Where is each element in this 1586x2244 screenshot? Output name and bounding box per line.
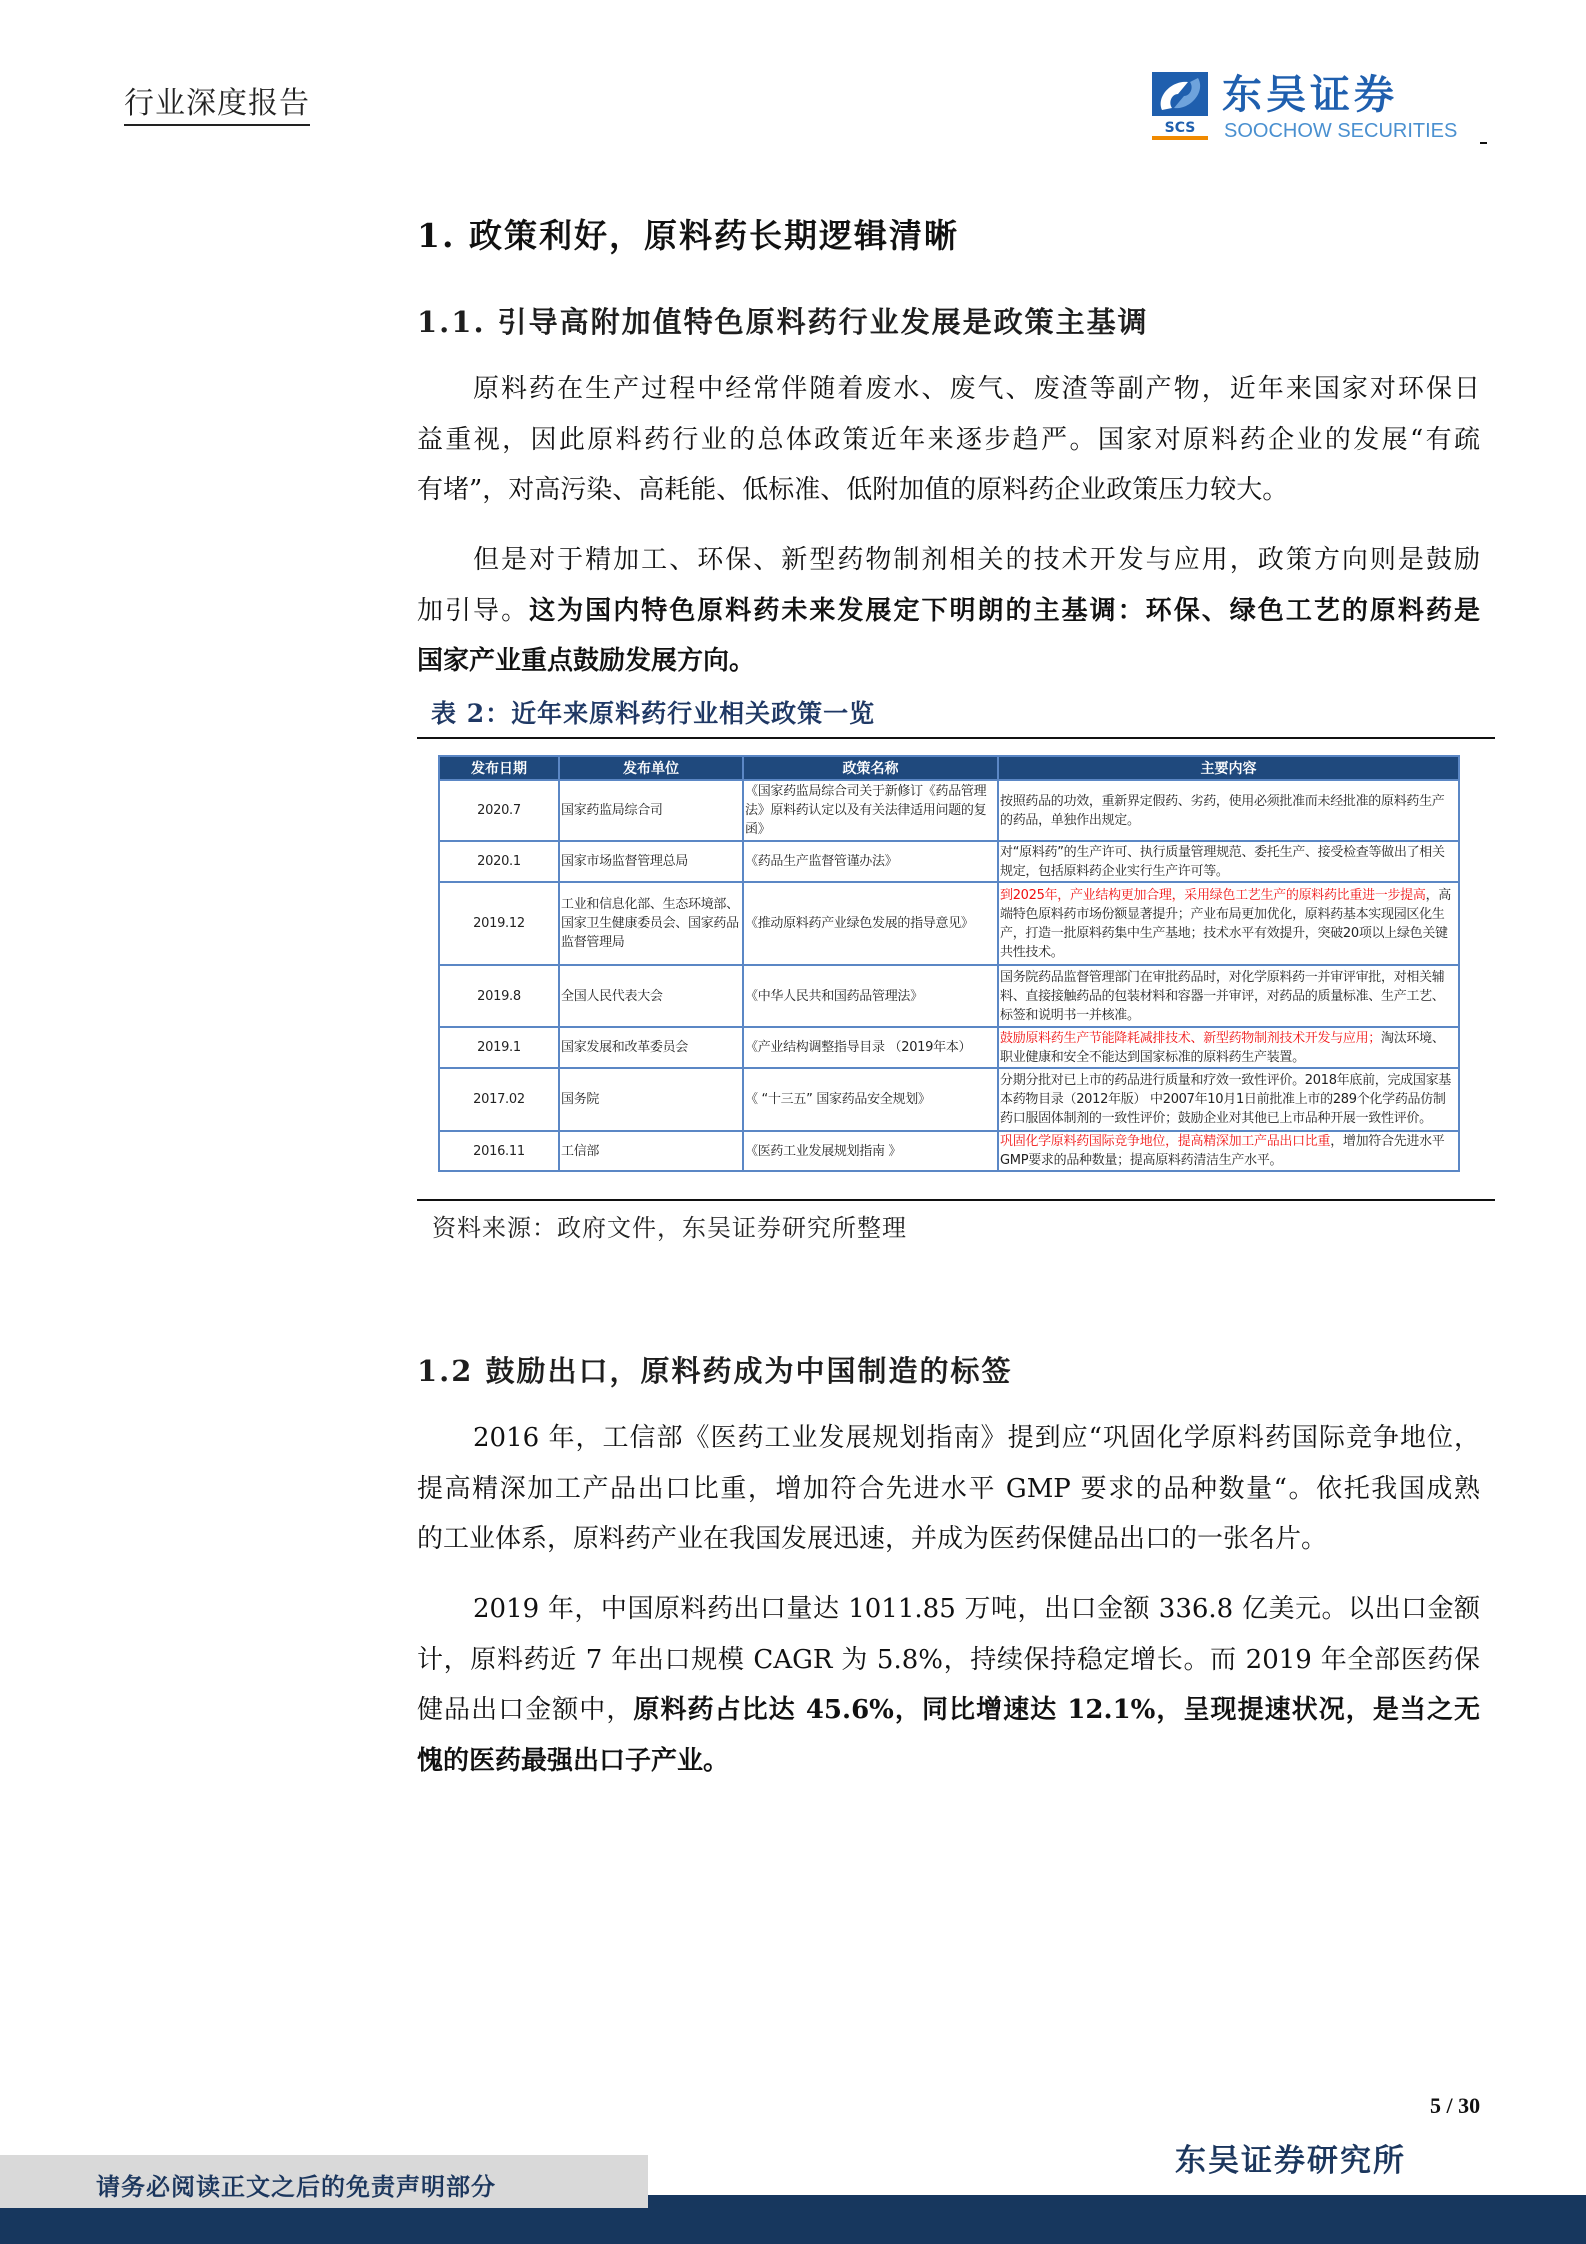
- table-row: [439, 841, 1459, 882]
- table-header-row: [439, 756, 1459, 780]
- header-content: 主要内容: [998, 756, 1459, 780]
- disclaimer-text: 请务必阅读正文之后的免责声明部分: [96, 2172, 496, 2201]
- logo-mark-icon: [1152, 72, 1208, 140]
- header-policy: 政策名称: [743, 756, 998, 780]
- content-text: 分期分批对已上市的药品进行质量和疗效一致性评价。2018年底前，完成国家基本药物目录（2012年版） 中2007年10月1日前批准上市的289个化学药品仿制药口服固体制剂的一致性评价；鼓励企业对其他已上市品种开展一致性评价。: [1000, 1073, 1451, 1126]
- table-row: [439, 882, 1459, 965]
- content-text: 按照药品的功效，重新界定假药、劣药，使用必须批准而未经批准的原料药生产的药品，单独作出规定。: [1000, 793, 1445, 828]
- section-1-1-heading: 1.1. 引导高附加值特色原料药行业发展是政策主基调: [417, 305, 1149, 339]
- institute-name: 东吴证券研究所: [1175, 2143, 1406, 2179]
- cell-content: [998, 841, 1459, 882]
- cell-content: [998, 965, 1459, 1027]
- cell-date: 2019.12: [439, 882, 559, 965]
- text-line: 2016 年，工信部《医药工业发展规划指南》提到应“巩固化学原料药国际竞争地位，: [473, 1423, 1480, 1453]
- text-line: [417, 586, 1480, 637]
- bold-text: 国家产业重点鼓励发展方向。: [417, 646, 756, 676]
- footer-band: [648, 2195, 1586, 2244]
- cell-org: 工信部: [559, 1131, 743, 1171]
- cell-policy: 《医药工业发展规划指南 》: [743, 1131, 998, 1171]
- highlight-text: 到2025年，产业结构更加合理，采用绿色工艺生产的原料药比重进一步提高: [1000, 887, 1426, 903]
- section-1-heading: 1. 政策利好，原料药长期逻辑清晰: [417, 216, 959, 255]
- content-text: 淘汰环境、职业健康和安全不能达到国家标准的原料药生产装置。: [1000, 1030, 1445, 1065]
- cell-date: 2020.7: [439, 780, 559, 841]
- text-line: [417, 1685, 1480, 1736]
- cell-date: 2017.02: [439, 1068, 559, 1131]
- page-number: 5 / 30: [1430, 2093, 1481, 2118]
- logo-en-text: SOOCHOW SECURITIES: [1224, 120, 1458, 142]
- text-line: 计，原料药近 7 年出口规模 CAGR 为 5.8%，持续保持稳定增长。而 2019 年全部医药保: [417, 1644, 1480, 1675]
- content-text: 国务院药品监督管理部门在审批药品时，对化学原料药一并审评审批，对相关辅料、直接接触药品的包装材料和容器一并审评，对药品的质量标准、生产工艺、标签和说明书一并核准。: [1000, 969, 1445, 1023]
- cell-org: 全国人民代表大会: [559, 965, 743, 1027]
- soochow-securities-logo: [1148, 70, 1488, 150]
- bold-text: 愧的医药最强出口子产业。: [417, 1745, 730, 1776]
- cell-date: 2019.8: [439, 965, 559, 1027]
- bold-text: 原料药占比达 45.6%，同比增速达 12.1%，呈现提速状况，是当之无: [633, 1695, 1480, 1725]
- paragraph-3: [417, 1413, 1480, 1565]
- cell-date: 2020.1: [439, 841, 559, 882]
- cell-policy: 《推动原料药产业绿色发展的指导意见》: [743, 882, 998, 965]
- cell-date: 2016.11: [439, 1131, 559, 1171]
- highlight-text: 巩固化学原料药国际竞争地位，提高精深加工产品出口比重: [1000, 1134, 1331, 1149]
- cell-org: 国家市场监督管理总局: [559, 841, 743, 882]
- cell-org: 国家药监局综合司: [559, 780, 743, 841]
- text-line: [417, 1736, 1480, 1787]
- text-span: 加引导。: [417, 595, 530, 626]
- text-line: [417, 636, 1480, 687]
- content-text: 对“原料药”的生产许可、执行质量管理规范、委托生产、接受检查等做出了相关规定，包括原料药企业实行生产许可等。: [1000, 844, 1445, 879]
- cell-date: 2019.1: [439, 1027, 559, 1068]
- header-date: 发布日期: [439, 756, 559, 780]
- table-row: [439, 1068, 1459, 1131]
- svg-text:SCS: SCS: [1164, 120, 1196, 136]
- cell-content: [998, 1068, 1459, 1131]
- text-line: 原料药在生产过程中经常伴随着废水、废气、废渣等副产物，近年来国家对环保日: [473, 374, 1480, 404]
- paragraph-1: [417, 364, 1480, 516]
- text-line: 的工业体系，原料药产业在我国发展迅速，并成为医药保健品出口的一张名片。: [417, 1524, 1328, 1554]
- content-text: ，高端特色原料药市场份额显著提升；产业布局更加优化，原料药基本实现园区化生产，打造一批原料药集中生产基地；技术水平有效提升，突破20项以上绿色关键共性技术。: [1000, 887, 1451, 960]
- table-row: [439, 1027, 1459, 1068]
- cell-policy: 《药品生产监督管谨办法》: [743, 841, 998, 882]
- header-org: 发布单位: [559, 756, 743, 780]
- paragraph-4: [417, 1584, 1480, 1786]
- text-span: 健品出口金额中，: [417, 1695, 634, 1725]
- cell-org: 工业和信息化部、生态环境部、国家卫生健康委员会、国家药品监督管理局: [559, 882, 743, 965]
- section-1-2-heading: 1.2 鼓励出口，原料药成为中国制造的标签: [417, 1354, 1013, 1388]
- cell-content: [998, 1131, 1459, 1171]
- text-line: 提高精深加工产品出口比重，增加符合先进水平 GMP 要求的品种数量“。依托我国成熟: [417, 1473, 1480, 1504]
- report-type-header: 行业深度报告: [124, 78, 310, 126]
- text-line: 但是对于精加工、环保、新型药物制剂相关的技术开发与应用，政策方向则是鼓励: [473, 545, 1480, 575]
- table-row: [439, 780, 1459, 841]
- cell-policy: 《产业结构调整指导目录 （2019年本）: [743, 1027, 998, 1068]
- cell-content: [998, 780, 1459, 841]
- cell-policy: 《中华人民共和国药品管理法》: [743, 965, 998, 1027]
- policy-table: [438, 755, 1460, 1172]
- table-top-rule: [417, 737, 1495, 739]
- table-bottom-rule: [417, 1199, 1495, 1201]
- bold-text: 这为国内特色原料药未来发展定下明朗的主基调：环保、绿色工艺的原料药是: [529, 595, 1480, 626]
- cell-org: 国家发展和改革委员会: [559, 1027, 743, 1068]
- paragraph-2: [417, 535, 1480, 687]
- text-line: 益重视，因此原料药行业的总体政策近年来逐步趋严。国家对原料药企业的发展“有疏: [417, 424, 1480, 455]
- footer-band: [0, 2208, 648, 2244]
- table-row: [439, 965, 1459, 1027]
- cell-policy: 《 “十三五” 国家药品安全规划》: [743, 1068, 998, 1131]
- cell-content: [998, 1027, 1459, 1068]
- content-text: ，增加符合先进水平GMP要求的品种数量；提高原料药清洁生产水平。: [1000, 1134, 1445, 1168]
- table-caption: 表 2：近年来原料药行业相关政策一览: [431, 699, 876, 728]
- cell-org: 国务院: [559, 1068, 743, 1131]
- logo-cn-text: 东吴证券: [1222, 72, 1398, 118]
- cell-policy: 《国家药监局综合司关于新修订《药品管理法》原料药认定以及有关法律适用问题的复函》: [743, 780, 998, 841]
- text-line: 有堵”，对高污染、高耗能、低标准、低附加值的原料药企业政策压力较大。: [417, 475, 1289, 505]
- table-source: 资料来源：政府文件，东吴证券研究所整理: [432, 1214, 907, 1242]
- highlight-text: 鼓励原料药生产节能降耗减排技术、新型药物制剂技术开发与应用；: [1000, 1030, 1382, 1046]
- text-line: 2019 年，中国原料药出口量达 1011.85 万吨，出口金额 336.8 亿美元。以出口金额: [473, 1594, 1480, 1624]
- table-row: [439, 1131, 1459, 1171]
- cell-content: [998, 882, 1459, 965]
